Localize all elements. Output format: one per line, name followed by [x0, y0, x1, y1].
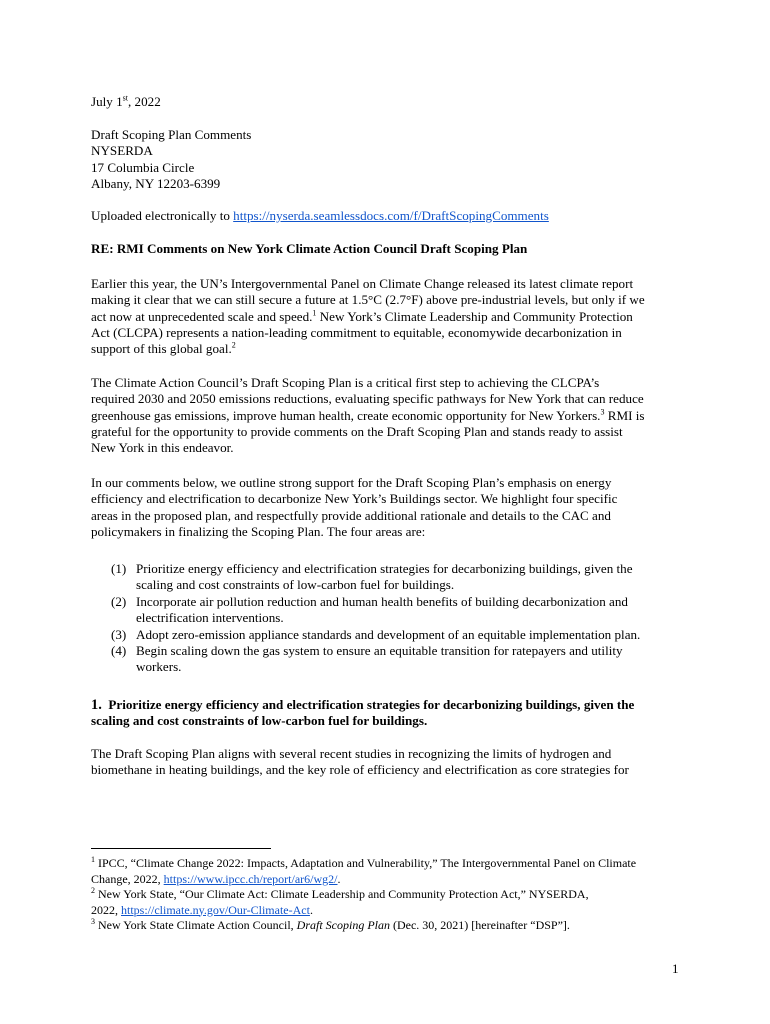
footnote-ref: 1 — [312, 308, 317, 318]
document-page: July 1st, 2022 Draft Scoping Plan Comments NYSERDA 17 Columbia Circle Albany, NY 12203-6399 Uploaded electronically to https://nyserda.seamlessdocs.com/f/DraftScopingComments RE: RMI Comments on New York Climate Action Council Draft Scoping Plan Earlier this year, the UN’s Intergovernmental Panel on Climate Change released its latest climate report making it clear that we can still secure a future at 1.5°C (2.7°F) above pre-industrial levels, but only if we act now at unprecedented scale and speed.$^1$ New York’s Climate Leadership and Community Protection Act (CLCPA) represents a nation-leading commitment to equitable, economywide decarbonization in support of this global goal.$^2$ The Climate Action Council’s Draft Scoping Plan is a critical first step to achieving the CLCPA’s required 2030 and 2050 emissions reductions, evaluating specific pathways for New York that can reduce greenhouse gas emissions, improve human health, create economic opportunity for New Yorkers.$^3$ RMI is grateful for the opportunity to provide comments on the Draft Scoping Plan and stands ready to assist New York in this endeavor. In our comments below, we outline strong support for the Draft Scoping Plan’s emphasis on energy efficiency and electrification to decarbonize New York’s Buildings sector. We highlight four specific areas in the proposed plan, and respectfully provide additional rationale and details to the CAC and policymakers in finalizing the Scoping Plan. The four areas are: (1) Prioritize energy efficiency and electrification strategies for decarbonizing buildings, given the scaling and cost constraints of low-carbon fuel for buildings. (2) Incorporate air pollution reduction and human health benefits of building decarbonization and electrification interventions. (3) Adopt zero-emission appliance standards and development of an equitable implementation plan. (4) Begin scaling down the gas system to ensure an equitable transition for ratepayers and utility workers. 1. Prioritize energy efficiency and electrification strategies for decarbonizing buildings, given the scaling and cost constraints of low-carbon fuel for buildings. The Draft Scoping Plan aligns with several recent studies in recognizing the limits of hydrogen and biomethane in heating buildings, and the key role of efficiency and electrification as core strategies for $^1$ IPCC, “Climate Change 2022: Impacts, Adaptation and Vulnerability,” The Intergovernmental Panel on Climate Change, 2022, https://www.ipcc.ch/report/ar6/wg2/. $^2$ New York State, “Our Climate Act: Climate Leadership and Community Protection Act,” NYSERDA, 2022, https://climate.ny.gov/Our-Climate-Act. $^3$ New York State Climate Action Council, Draft Scoping Plan (Dec. 30, 2021) [hereinafter “DSP”]. 1 — [0, 0, 770, 1024]
footnote-ref: 3 — [600, 407, 605, 417]
footnote-ref: 2 — [231, 340, 236, 350]
paragraph-outline: In our comments below, we outline strong support for the Draft Scoping Plan’s emphasis on energy efficiency and electrification to decarbonize New York’s Buildings sector. We highlight four specific areas in the proposed plan, and respectfully provide additional rationale and details to the CAC and policymakers in finalizing the Scoping Plan. The four areas are: — [91, 475, 618, 539]
subject-line: RE: RMI Comments on New York Climate Action Council Draft Scoping Plan — [91, 241, 528, 256]
climate-act-link[interactable]: https://climate.ny.gov/Our-Climate-Act — [121, 902, 310, 917]
letter-date: July 1st, 2022 — [91, 93, 161, 109]
footnote-3: $^3$ New York State Climate Action Council, Draft Scoping Plan (Dec. 30, 2021) [hereinafter “DSP”]. — [91, 917, 570, 932]
address-line: 17 Columbia Circle — [91, 159, 195, 175]
footnote-1: $^1$ IPCC, “Climate Change 2022: Impacts, Adaptation and Vulnerability,” The Intergovernmental Panel on Climate — [91, 855, 637, 870]
footnotes: $^1$ IPCC, “Climate Change 2022: Impacts, Adaptation and Vulnerability,” The Intergovernmental Panel on Climate Change, 2022, https://www.ipcc.ch/report/ar6/wg2/. $^2$ New York State, “Our Climate Act: Climate Leadership and Community Protection Act,” NYSERDA, 2022, https://climate.ny.gov/Our-Climate-Act. $^3$ New York State Climate Action Council, Draft Scoping Plan (Dec. 30, 2021) [hereinafter “DSP”]. — [91, 856, 691, 934]
footnote-2: $^2$ New York State, “Our Climate Act: Climate Leadership and Community Protection Act,” NYSERDA, — [91, 886, 589, 901]
ipcc-link[interactable]: https://www.ipcc.ch/report/ar6/wg2/ — [163, 871, 338, 886]
paragraph-scoping-plan: The Climate Action Council’s Draft Scoping Plan is a critical first step to achieving the CLCPA’s required 2030 and 2050 emissions reductions, evaluating specific pathways for New York that can reduce greenhouse gas emissions, improve human health, create economic opportunity for New Yorkers.$^3$ RMI is grateful for the opportunity to provide comments on the Draft Scoping Plan and stands ready to assist New York in this endeavor. — [91, 375, 645, 456]
footnote-divider — [91, 848, 271, 849]
comment-portal-link[interactable]: https://nyserda.seamlessdocs.com/f/DraftScopingComments — [233, 208, 549, 223]
section-number: 1. — [91, 697, 102, 713]
address-line: Draft Scoping Plan Comments — [91, 127, 252, 142]
address-line: Albany, NY 12203-6399 — [91, 175, 221, 191]
section-heading: 1. Prioritize energy efficiency and electrification strategies for decarbonizing buildings, given the scaling and cost constraints of low-carbon fuel for buildings. — [91, 697, 635, 729]
paragraph-section1: The Draft Scoping Plan aligns with several recent studies in recognizing the limits of hydrogen and biomethane in heating buildings, and the key role of efficiency and electrification as core strategies for — [91, 746, 629, 778]
address-block — [91, 127, 691, 192]
upload-line: Uploaded electronically to https://nyserda.seamlessdocs.com/f/DraftScopingComments — [91, 208, 549, 223]
address-line: NYSERDA — [91, 143, 153, 159]
page-number: 1 — [672, 961, 679, 976]
paragraph-intro: Earlier this year, the UN’s Intergovernmental Panel on Climate Change released its latest climate report making it clear that we can still secure a future at 1.5°C (2.7°F) above pre-industrial levels, but only if we act now at unprecedented scale and speed.$^1$ New York’s Climate Leadership and Community Protection Act (CLCPA) represents a nation-leading commitment to equitable, economywide decarbonization in support of this global goal.$^2$ — [91, 276, 645, 357]
